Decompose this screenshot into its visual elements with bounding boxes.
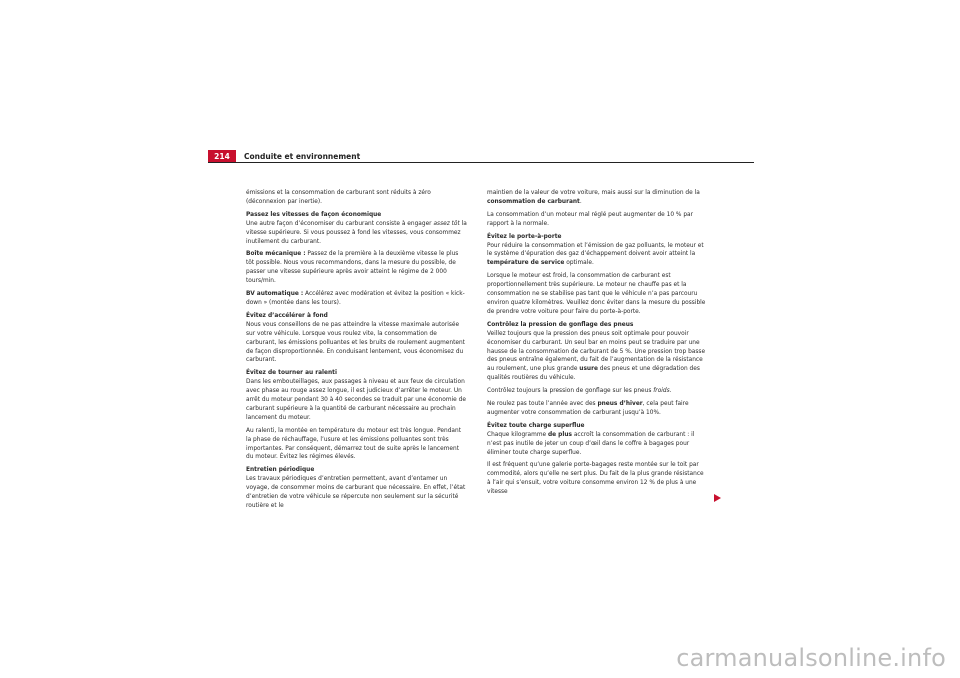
section-title: Conduite et environnement: [244, 152, 361, 161]
paragraph: La consommation d’un moteur mal réglé peut augmenter de 10 % par rapport à la normale.: [487, 211, 694, 227]
paragraph: Lorsque le moteur est froid, la consommation de carburant est proportionnellement très supérieure. Le moteur ne chauffe pas et la consommation ne se stabilise pas tant que le véhicule n’a pas parcouru environ quatre kilomètres. Veuillez donc éviter dans la mesure du possible de prendre votre voiture pour faire du porte-à-porte.: [487, 273, 706, 315]
heading-entretien: Entretien périodique: [246, 467, 315, 474]
heading-ralenti: Évitez de tourner au ralenti: [246, 370, 337, 377]
watermark: carmanualsonline.info: [676, 644, 946, 672]
paragraph: Veillez toujours que la pression des pneus soit optimale pour pouvoir économiser du carburant. Un seul bar en moins peut se traduire par une hausse de la consommation de carburant de 5 %. Une pression trop basse des pneus entraîne également, du fait de l’augmentation de la résistance au roulement, une plus grande usure des pneus et une dégradation des qualités routières du véhicule.: [487, 330, 706, 382]
paragraph: Pour réduire la consommation et l’émission de gaz polluants, le moteur et le système d’épuration des gaz d’échappement doivent avoir atteint la température de service optimale.: [487, 242, 704, 267]
paragraph: Il est fréquent qu’une galerie porte-bagages reste montée sur le toit par commodité, alors qu’elle ne sert plus. Du fait de la plus grande résistance à l’air qui s’ensuit, votre voiture consomme environ 12 % de plus à une vitesse: [487, 462, 704, 496]
header-rule: [208, 162, 754, 163]
right-column: [487, 189, 709, 501]
heading-vitesses: Passez les vitesses de façon économique: [246, 211, 382, 218]
next-page-arrow-icon[interactable]: [714, 494, 721, 502]
heading-pneus: Contrôlez la pression de gonflage des pneus: [487, 321, 634, 328]
paragraph: Au ralenti, la montée en température du moteur est très longue. Pendant la phase de réchauffage, l’usure et les émissions polluantes sont très importantes. Par conséquent, démarrez tout de suite après le lancement du moteur. Évitez les régimes élevés.: [246, 427, 461, 461]
paragraph: Boîte mécanique : Passez de la première à la deuxième vitesse le plus tôt possible. Nous vous recommandons, dans la mesure du possible, de passer une vitesse supérieure après avoir atteint le régime de 2 000 tours/min.: [246, 251, 459, 285]
paragraph: maintien de la valeur de votre voiture, mais aussi sur la diminution de la consommation de carburant.: [487, 190, 700, 205]
paragraph: Une autre façon d’économiser du carburant consiste à engager assez tôt la vitesse supérieure. Si vous poussez à fond les vitesses, vous consommez inutilement du carburant.: [246, 220, 467, 245]
paragraph: Les travaux périodiques d’entretien permettent, avant d’entamer un voyage, de consommer moins de carburant que nécessaire. En effet, l’état d’entretien de votre véhicule se répercute non seulement sur la sécurité routière et le: [246, 476, 466, 509]
paragraph: BV automatique : Accélérez avec modération et évitez la position « kick-down » (montée dans les tours).: [246, 291, 465, 306]
paragraph: émissions et la consommation de carburant sont réduits à zéro (déconnexion par inertie).: [246, 190, 431, 205]
page-number: 214: [208, 150, 236, 163]
paragraph: Dans les embouteillages, aux passages à niveau et aux feux de circulation avec phase au rouge assez longue, il est judicieux d’arrêter le moteur. Un arrêt du moteur pendant 30 à 40 secondes se traduit par une économie de carburant supérieure à la quantité de carburant nécessaire au prochain lancement du moteur.: [246, 379, 466, 421]
heading-fond: Évitez d’accélérer à fond: [246, 312, 328, 319]
paragraph: Nous vous conseillons de ne pas atteindre la vitesse maximale autorisée sur votre véhicule. Lorsque vous roulez vite, la consommation de carburant, les émissions polluantes et les bruits de roulement augmentent de façon disproportionnée. En conduisant lentement, vous économisez du carburant.: [246, 321, 465, 364]
heading-charge: Évitez toute charge superflue: [487, 422, 585, 429]
paragraph: Ne roulez pas toute l’année avec des pneus d’hiver, cela peut faire augmenter votre consommation de carburant jusqu’à 10%.: [487, 401, 689, 416]
heading-porte: Évitez le porte-à-porte: [487, 233, 562, 240]
paragraph: Chaque kilogramme de plus accroît la consommation de carburant : il n’est pas inutile de jeter un coup d’œil dans le coffre à bagages pour éliminer toute charge superflue.: [487, 431, 695, 456]
left-column: [246, 189, 468, 515]
paragraph: Contrôlez toujours la pression de gonflage sur les pneus froids.: [487, 388, 672, 395]
